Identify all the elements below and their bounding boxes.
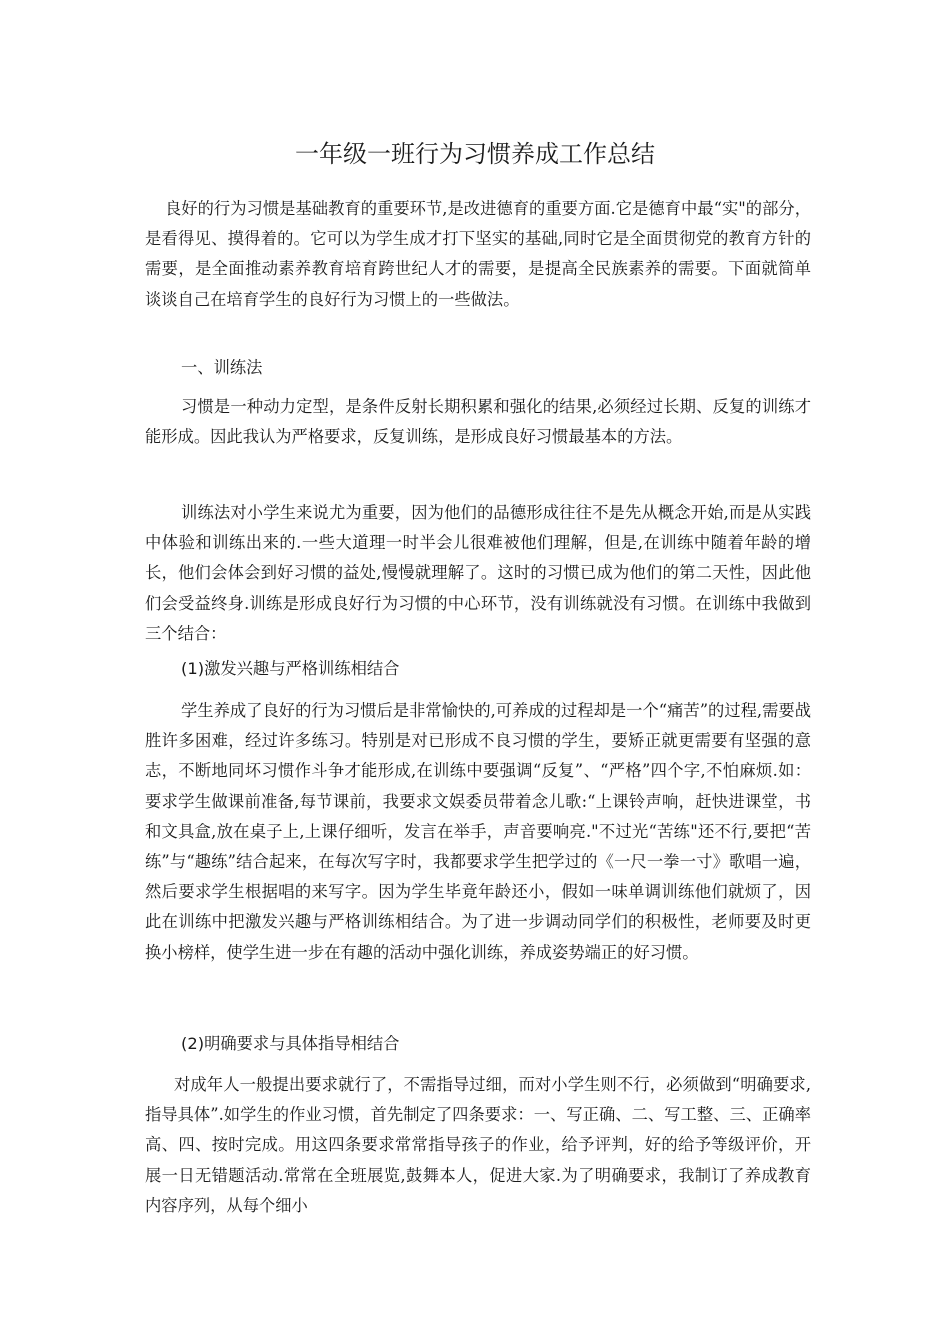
paragraph-requirements-guidance: 对成年人一般提出要求就行了，不需指导过细，而对小学生则不行，必须做到“明确要求,指导具体”.如学生的作业习惯，首先制定了四条要求：一、写正确、二、写工整、三、正确率高、四、按时完成。用这四条要求常常指导孩子的作业，给予评判，好的给予等级评价，开展一日无错题活动.常常在全班展览,鼓舞本人，促进大家.为了明确要求，我制订了养成教育内容序列，从每个细小 [145, 1075, 811, 1215]
paragraph-habit-definition: 习惯是一种动力定型，是条件反射长期积累和强化的结果,必须经过长期、反复的训练才能形成。因此我认为严格要求，反复训练，是形成良好习惯最基本的方法。 [145, 397, 811, 447]
subheading-text: 激发兴趣与严格训练相结合 [204, 659, 400, 678]
paragraph-interest-training: 学生养成了良好的行为习惯后是非常愉快的,可养成的过程却是一个“痛苦”的过程,需要战胜许多困难，经过许多练习。特别是对已形成不良习惯的学生，要矫正就更需要有坚强的意志，不断地同坏习惯作斗争才能形成,在训练中要强调“反复”、“严格”四个字,不怕麻烦.如：要求学生做课前准备,每节课前，我要求文娱委员带着念儿歌:“上课铃声响，赶快进课堂，书和文具盒,放在桌子上,上课仔细听，发言在举手，声音要响亮."不过光“苦练"还不行,要把“苦练”与“趣练”结合起来，在每次写字时，我都要求学生把学过的《一尺一拳一寸》歌唱一遍，然后要求学生根据唱的来写字。因为学生毕竟年龄还小，假如一味单调训练他们就烦了，因此在训练中把激发兴趣与严格训练相结合。为了进一步调动同学们的积极性，老师要及时更换小榜样，使学生进一步在有趣的活动中强化训练，养成姿势端正的好习惯。 [145, 701, 811, 962]
section-heading-training: 一、训练法 [181, 358, 263, 377]
subheading-requirements-guidance [181, 1029, 399, 1059]
document-title: 一年级一班行为习惯养成工作总结 [295, 140, 655, 168]
subheading-number: (2) [181, 1034, 205, 1053]
paragraph-intro: 良好的行为习惯是基础教育的重要环节,是改进德育的重要方面.它是德育中最“实"的部分，是看得见、摸得着的。它可以为学生成才打下坚实的基础,同时它是全面贯彻党的教育方针的需要，是全面推动素养教育培育跨世纪人才的需要，是提高全民族素养的需要。下面就简单谈谈自己在培育学生的良好行为习惯上的一些做法。 [145, 199, 811, 309]
subheading-text: 明确要求与具体指导相结合 [204, 1034, 400, 1053]
subheading-number: (1) [181, 659, 205, 678]
subheading-interest-training [181, 654, 399, 684]
paragraph-training-importance: 训练法对小学生来说尤为重要，因为他们的品德形成往往不是先从概念开始,而是从实践中体验和训练出来的.一些大道理一时半会儿很难被他们理解，但是,在训练中随着年龄的增长，他们会体会到好习惯的益处,慢慢就理解了。这时的习惯已成为他们的第二天性，因此他们会受益终身.训练是形成良好行为习惯的中心环节，没有训练就没有习惯。在训练中我做到三个结合： [145, 503, 811, 643]
